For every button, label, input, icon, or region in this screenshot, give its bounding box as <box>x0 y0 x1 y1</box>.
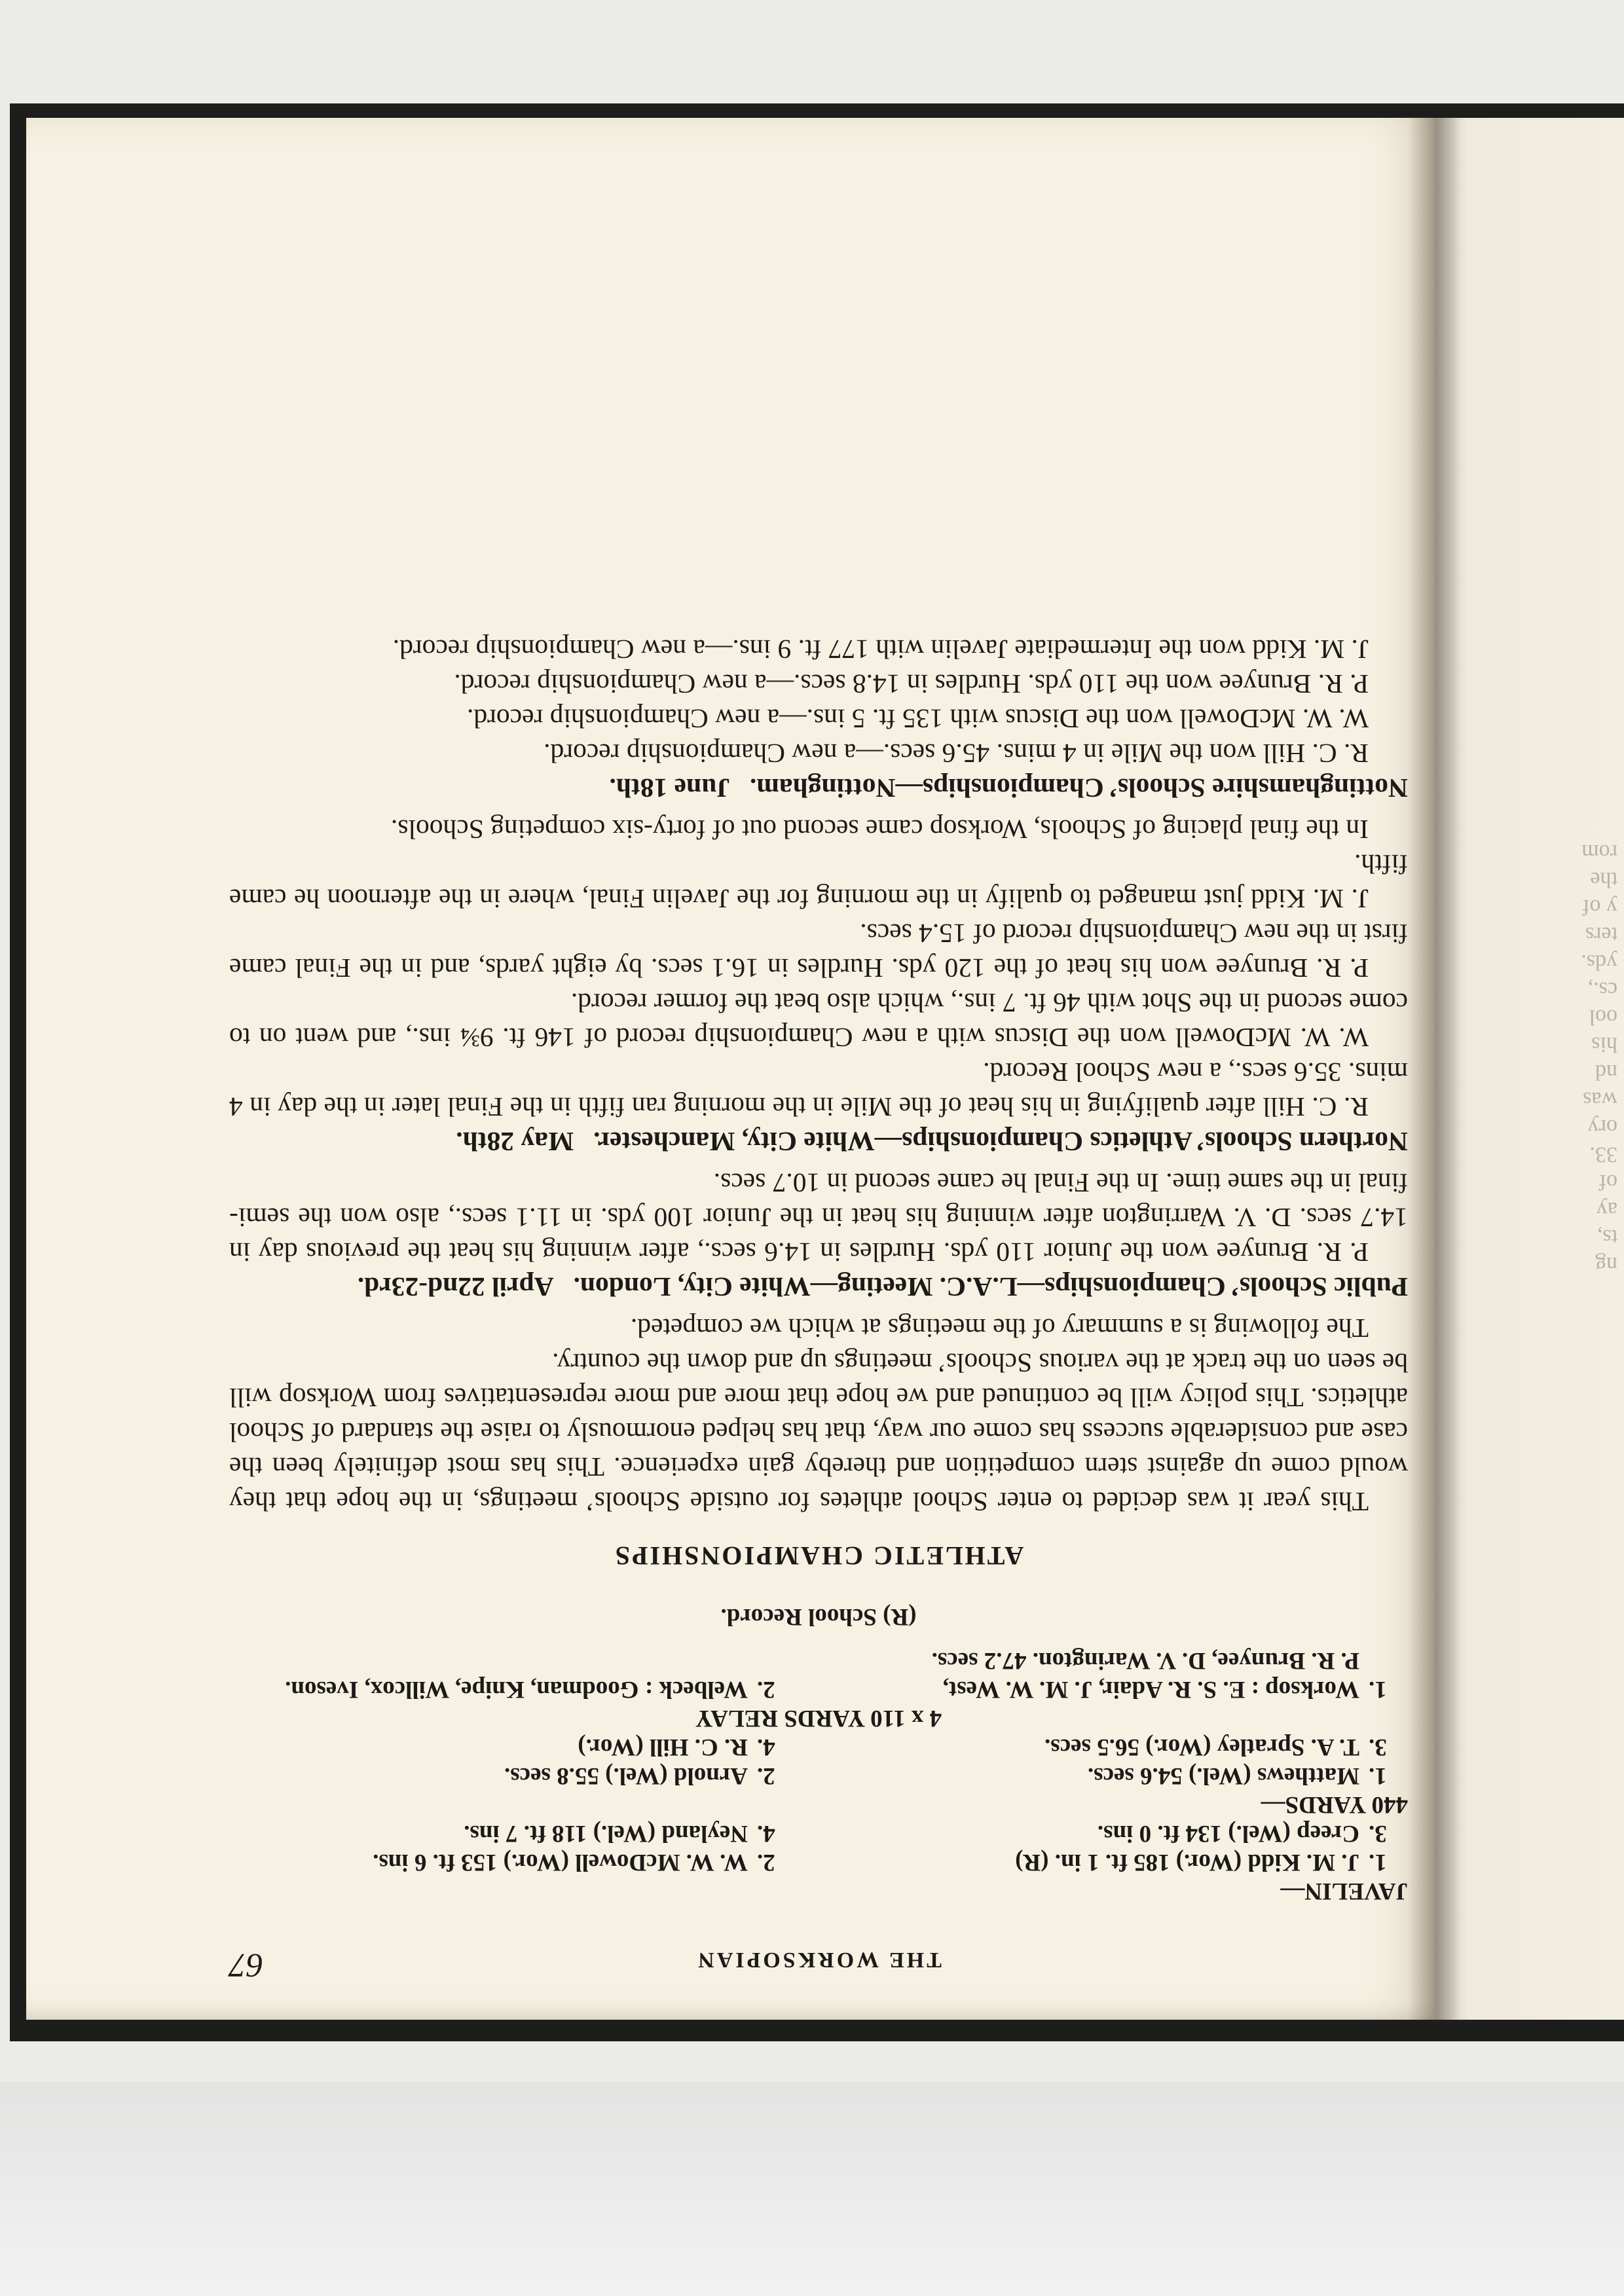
running-title: THE WORKSOPIAN <box>695 1948 942 1972</box>
facing-page-fragment: ool <box>1589 1005 1617 1029</box>
athlete-result: J. M. Kidd (Wor.) 185 ft. 1 in. (R) <box>1015 1849 1359 1876</box>
position <box>1359 1646 1408 1675</box>
facing-page-fragment: was <box>1583 1087 1617 1112</box>
meeting-date: June 18th. <box>609 773 730 803</box>
event-title-javelin: JAVELIN— <box>1280 1878 1408 1904</box>
athlete-result: R. C. Hill (Wor.) <box>578 1734 748 1760</box>
meeting-name: Public Schools’ Championships—L.A.C. Meeting—White City, London. <box>573 1272 1408 1302</box>
table-row <box>229 1819 1408 1848</box>
athlete-result: W. W. McDowell (Wor.) 153 ft. 6 ins. <box>373 1849 748 1876</box>
results-relay <box>229 1646 1408 1732</box>
position: 4. <box>757 1820 775 1847</box>
position: 4. <box>757 1734 775 1760</box>
position: 3. <box>1369 1820 1387 1847</box>
position: 2. <box>757 1676 775 1703</box>
team-result: P. R. Brunyee, D. V. Warington. 47.2 secs. <box>931 1647 1359 1674</box>
meeting-heading <box>229 771 1408 805</box>
team-result: Worksop : E. S. R. Adair, J. M. W. West, <box>942 1676 1359 1703</box>
intro-paragraph: This year it was decided to enter School athletes for outside Schools’ meetings, in the hope that they would come up against stern competition and thereby gain experience. This has most definitely been the case and considerable success has come our way, that has helped enormously to raise the standard of School athletics. This policy will be continued and we hope that more and more representatives from Worksop will be seen on the track at the various Schools’ meetings up and down the country. <box>229 1348 1408 1517</box>
facing-page-fragment: his <box>1591 1032 1617 1057</box>
position: 2. <box>757 1762 775 1789</box>
team-result <box>229 1646 748 1675</box>
meeting-name: Nottinghamshire Schools’ Championships—Nottingham. <box>749 773 1408 803</box>
meeting-heading <box>229 1269 1408 1304</box>
athlete-result: Matthews (Wel.) 54.6 secs. <box>1087 1762 1359 1789</box>
table-row <box>229 1732 1408 1761</box>
position: 1. <box>1369 1676 1387 1703</box>
440-yards-results-table <box>229 1732 1408 1790</box>
athlete-result: Arnold (Wel.) 55.8 secs. <box>504 1762 748 1789</box>
facing-page-fragment: rom <box>1581 840 1617 864</box>
facing-page-fragment: the <box>1590 867 1617 892</box>
event-title-relay: 4 x 110 YARDS RELAY <box>695 1705 942 1732</box>
meeting-paragraph: R. C. Hill after qualifying in his heat of the Mile in the morning ran fifth in the Final later in the day in 4 mins. 35.6 secs., a new School Record. <box>229 1057 1408 1122</box>
page-number: 67 <box>229 1946 263 1984</box>
school-record-note: (R) School Record. <box>720 1603 917 1630</box>
facing-page-fragment: cs., <box>1587 977 1617 1002</box>
page-content <box>229 373 1408 1984</box>
facing-page-fragment: ory <box>1587 1115 1617 1139</box>
table-row <box>229 1761 1408 1790</box>
meeting-nottinghamshire-schools <box>229 632 1408 805</box>
meeting-paragraph: P. R. Brunyee won his heat of the 120 yds. Hurdles in 16.1 secs. by eight yards, and in the Final came first in the new Championship record of 15.4 secs. <box>229 919 1408 983</box>
position: 2. <box>757 1849 775 1876</box>
meeting-heading <box>229 1124 1408 1159</box>
facing-page-fragment: ng <box>1595 1252 1617 1277</box>
position: 3. <box>1369 1734 1387 1760</box>
results-javelin <box>229 1819 1408 1905</box>
position: 1. <box>1369 1762 1387 1789</box>
table-row <box>229 1848 1408 1876</box>
facing-page-fragment: y of <box>1582 895 1617 919</box>
section-title: ATHLETIC CHAMPIONSHIPS <box>613 1541 1024 1571</box>
athlete-result: T. A. Spratley (Wor.) 56.5 secs. <box>1044 1734 1359 1760</box>
meeting-date: April 22nd-23rd. <box>357 1272 554 1302</box>
position <box>748 1646 796 1675</box>
scanner-bed <box>0 2082 1624 2296</box>
facing-page-fragment: ay <box>1596 1197 1617 1222</box>
team-result: Welbeck : Goodman, Knipe, Willcox, Iveson. <box>285 1676 748 1703</box>
meeting-paragraph: P. R. Brunyee won the Junior 110 yds. Hurdles in 14.6 secs., after winning his heat the previous day in 14.7 secs. D. V. Warrington after winning his heat in the Junior 100 yds. in 11.1 secs., also won the semi-final in the same time. In the Final he came second in 10.7 secs. <box>229 1168 1408 1267</box>
facing-page-fragment: yds. <box>1581 950 1617 974</box>
athlete-result: Creep (Wel.) 134 ft. 0 ins. <box>1097 1820 1359 1847</box>
facing-page-fragment: ts, <box>1596 1225 1617 1249</box>
javelin-results-table <box>229 1819 1408 1876</box>
meeting-paragraph: J. M. Kidd won the Intermediate Javelin with 177 ft. 9 ins.—a new Championship record. <box>392 634 1369 665</box>
page-gutter-shadow <box>1408 118 1460 2020</box>
meeting-paragraph: R. C. Hill won the Mile in 4 mins. 45.6 secs.—a new Championship record. <box>544 738 1369 769</box>
facing-page-fragment: of <box>1598 1170 1617 1194</box>
relay-results-table <box>229 1646 1408 1704</box>
table-row <box>229 1675 1408 1704</box>
position: 1. <box>1369 1849 1387 1876</box>
results-440-yards <box>229 1732 1408 1819</box>
table-row <box>229 1646 1408 1675</box>
meeting-paragraph: P. R. Brunyee won the 110 yds. Hurdles in 14.8 secs.—a new Championship record. <box>454 669 1369 699</box>
meeting-public-schools <box>229 1165 1408 1304</box>
facing-page-fragment: 33. <box>1589 1142 1617 1167</box>
meeting-date: May 28th. <box>456 1127 574 1157</box>
event-title-440-yards: 440 YARDS— <box>1261 1791 1408 1818</box>
facing-page-text-fragments <box>1506 838 1617 1278</box>
meeting-name: Northern Schools’ Athletics Championships—White City, Manchester. <box>593 1127 1408 1157</box>
facing-page-fragment: nd <box>1595 1060 1617 1084</box>
meeting-northern-schools <box>229 812 1408 1159</box>
running-head <box>229 1937 1408 1984</box>
meeting-paragraph: W. W. McDowell won the Discus with 135 ft. 5 ins.—a new Championship record. <box>466 704 1369 734</box>
meeting-paragraph: W. W. McDowell won the Discus with a new Championship record of 146 ft. 9¾ ins., and went on to come second in the Shot with 46 ft. 7 ins., which also beat the former record. <box>229 988 1408 1053</box>
meeting-paragraph: J. M. Kidd just managed to qualify in the morning for the Javelin Final, where in the afternoon he came fifth. <box>229 849 1408 914</box>
meeting-paragraph: In the final placing of Schools, Worksop came second out of forty-six competing Schools. <box>390 814 1369 845</box>
summary-paragraph: The following is a summary of the meetings at which we competed. <box>630 1313 1369 1343</box>
athlete-result: Neyland (Wel.) 118 ft. 7 ins. <box>464 1820 748 1847</box>
facing-page-fragment: ters <box>1585 922 1617 947</box>
